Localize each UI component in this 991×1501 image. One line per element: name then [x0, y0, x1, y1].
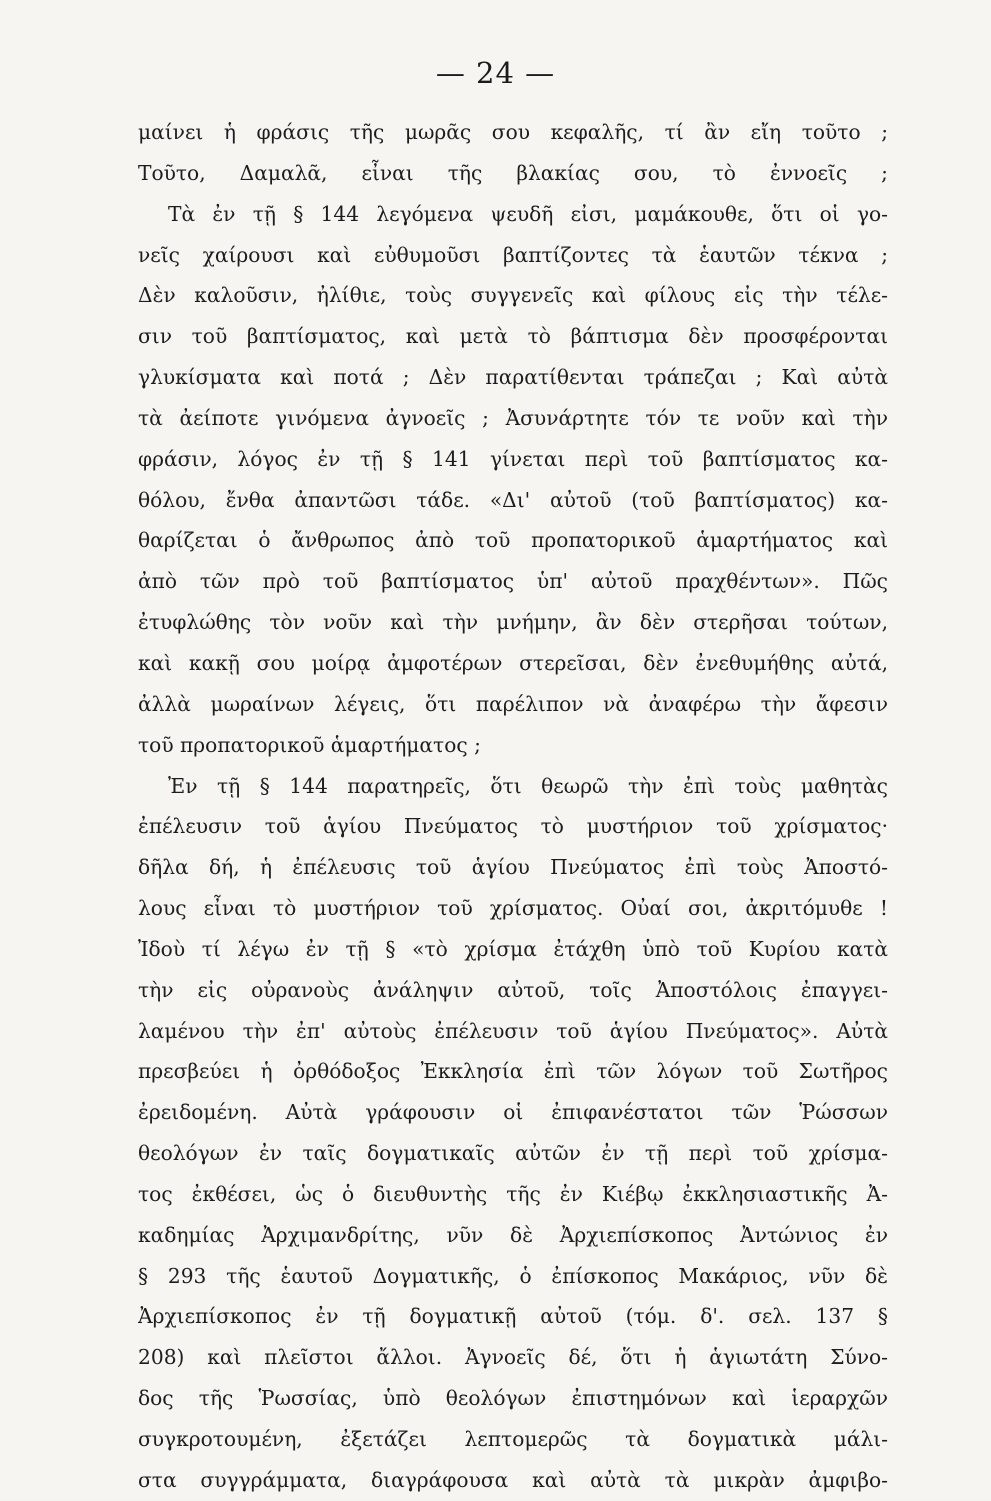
- text-line: Τὰ ἐν τῇ § 144 λεγόμενα ψευδῆ εἰσι, μαμάκουθε, ὅτι οἱ γο-: [168, 201, 888, 226]
- text-line: φράσιν, λόγος ἐν τῇ § 141 γίνεται περὶ τοῦ βαπτίσματος κα-: [138, 446, 888, 471]
- text-line: ἀπὸ τῶν πρὸ τοῦ βαπτίσματος ὑπ' αὐτοῦ πραχθέντων». Πῶς: [138, 569, 888, 594]
- text-line: γλυκίσματα καὶ ποτά ; Δὲν παρατίθενται τράπεζαι ; Καὶ αὐτὰ: [138, 365, 888, 390]
- text-line: Τοῦτο, Δαμαλᾶ, εἶναι τῆς βλακίας σου, τὸ ἐννοεῖς ;: [138, 160, 888, 185]
- text-line: δῆλα δή, ἡ ἐπέλευσις τοῦ ἁγίου Πνεύματος ἐπὶ τοὺς Ἀποστό-: [138, 855, 888, 880]
- body-text: [138, 112, 888, 1501]
- text-line: Δὲν καλοῦσιν, ἠλίθιε, τοὺς συγγενεῖς καὶ φίλους εἰς τὴν τέλε-: [138, 283, 888, 308]
- text-line: συγκροτουμένη, ἐξετάζει λεπτομερῶς τὰ δογματικὰ μάλι-: [138, 1427, 888, 1451]
- text-line: σιν τοῦ βαπτίσματος, καὶ μετὰ τὸ βάπτισμα δὲν προσφέρονται: [138, 324, 888, 349]
- text-line: στα συγγράμματα, διαγράφουσα καὶ αὐτὰ τὰ μικρὰν ἀμφιβο-: [138, 1467, 888, 1492]
- text-line: τὴν εἰς οὐρανοὺς ἀνάληψιν αὐτοῦ, τοῖς Ἀποστόλοις ἐπαγγει-: [138, 977, 888, 1002]
- text-line: τος ἐκθέσει, ὡς ὁ διευθυντὴς τῆς ἐν Κιέβῳ ἐκκλησιαστικῆς Ἀ-: [138, 1181, 888, 1206]
- text-line: θαρίζεται ὁ ἄνθρωπος ἀπὸ τοῦ προπατορικοῦ ἁμαρτήματος καὶ: [138, 528, 888, 553]
- text-line: τοῦ προπατορικοῦ ἁμαρτήματος ;: [138, 732, 481, 757]
- page-number: — 24 —: [435, 56, 556, 90]
- text-line: λαμένου τὴν ἐπ' αὐτοὺς ἐπέλευσιν τοῦ ἁγίου Πνεύματος». Αὐτὰ: [138, 1018, 888, 1043]
- text-line: δος τῆς Ῥωσσίας, ὑπὸ θεολόγων ἐπιστημόνων καὶ ἱεραρχῶν: [138, 1386, 888, 1411]
- text-line: 208) καὶ πλεῖστοι ἄλλοι. Ἀγνοεῖς δέ, ὅτι ἡ ἁγιωτάτη Σύνο-: [138, 1345, 888, 1370]
- text-line: θόλου, ἔνθα ἀπαντῶσι τάδε. «Δι' αὐτοῦ (τοῦ βαπτίσματος) κα-: [138, 487, 888, 512]
- text-line: τὰ ἀείποτε γινόμενα ἀγνοεῖς ; Ἀσυνάρτητε τόν τε νοῦν καὶ τὴν: [138, 405, 888, 430]
- text-line: Ἀρχιεπίσκοπος ἐν τῇ δογματικῇ αὐτοῦ (τόμ. δ'. σελ. 137 §: [138, 1304, 888, 1329]
- text-line: ἐπέλευσιν τοῦ ἁγίου Πνεύματος τὸ μυστήριον τοῦ χρίσματος·: [138, 814, 888, 839]
- text-line: μαίνει ἡ φράσις τῆς μωρᾶς σου κεφαλῆς, τί ἂν εἴη τοῦτο ;: [138, 120, 888, 144]
- text-line: πρεσβεύει ἡ ὀρθόδοξος Ἐκκλησία ἐπὶ τῶν λόγων τοῦ Σωτῆρος: [138, 1059, 888, 1084]
- text-line: ἐτυφλώθης τὸν νοῦν καὶ τὴν μνήμην, ἂν δὲν στερῆσαι τούτων,: [138, 610, 888, 635]
- text-line: λους εἶναι τὸ μυστήριον τοῦ χρίσματος. Οὐαί σοι, ἀκριτόμυθε !: [138, 896, 888, 921]
- text-line: Ἐν τῇ § 144 παρατηρεῖς, ὅτι θεωρῶ τὴν ἐπὶ τοὺς μαθητὰς: [168, 773, 888, 798]
- text-line: Ἰδοὺ τί λέγω ἐν τῇ § «τὸ χρίσμα ἐτάχθη ὑπὸ τοῦ Κυρίου κατὰ: [138, 936, 888, 961]
- text-line: θεολόγων ἐν ταῖς δογματικαῖς αὐτῶν ἐν τῇ περὶ τοῦ χρίσμα-: [138, 1141, 888, 1166]
- text-line: νεῖς χαίρουσι καὶ εὐθυμοῦσι βαπτίζοντες τὰ ἑαυτῶν τέκνα ;: [138, 242, 888, 267]
- text-line: καδημίας Ἀρχιμανδρίτης, νῦν δὲ Ἀρχιεπίσκοπος Ἀντώνιος ἐν: [138, 1222, 888, 1247]
- text-line: ἀλλὰ μωραίνων λέγεις, ὅτι παρέλιπον νὰ ἀναφέρω τὴν ἄφεσιν: [138, 691, 888, 716]
- text-line: § 293 τῆς ἑαυτοῦ Δογματικῆς, ὁ ἐπίσκοπος Μακάριος, νῦν δὲ: [138, 1263, 888, 1288]
- text-line: ἐρειδομένη. Αὐτὰ γράφουσιν οἱ ἐπιφανέστατοι τῶν Ῥώσσων: [138, 1100, 888, 1125]
- text-line: καὶ κακῇ σου μοίρᾳ ἀμφοτέρων στερεῖσαι, δὲν ἐνεθυμήθης αὐτά,: [138, 650, 888, 675]
